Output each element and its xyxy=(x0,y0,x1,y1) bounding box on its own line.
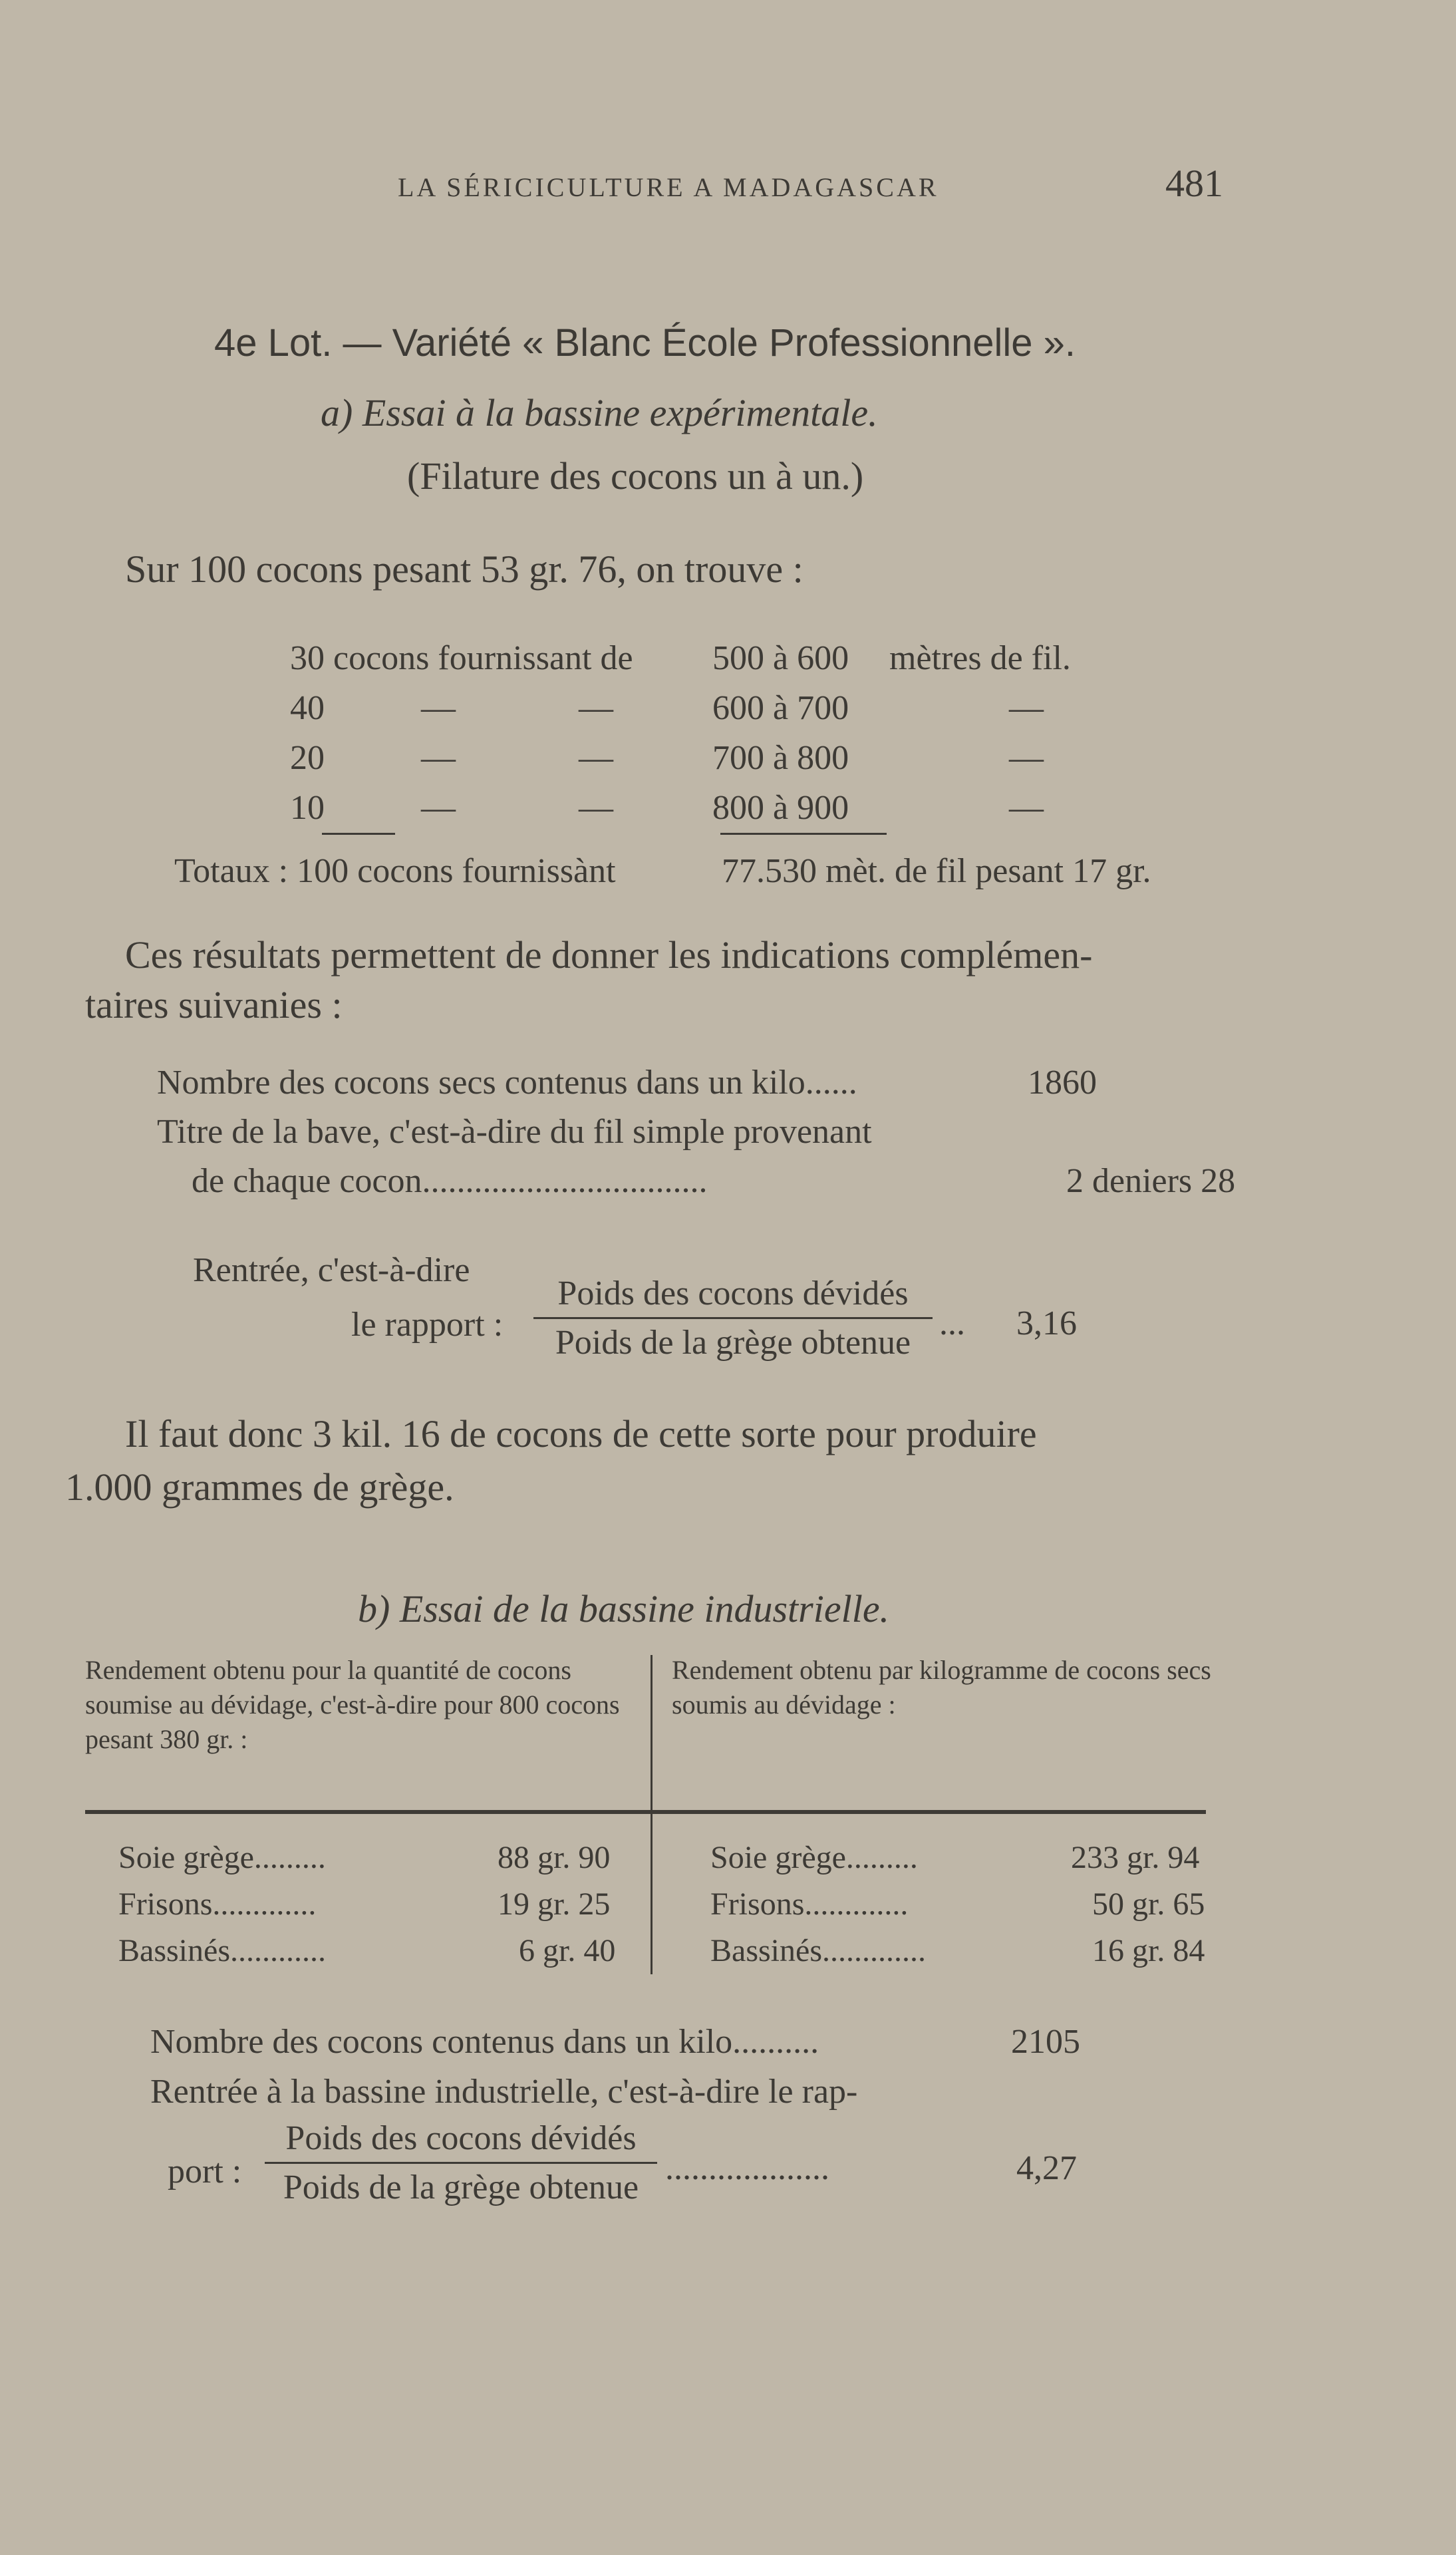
rentree-value: 3,16 xyxy=(1016,1304,1077,1342)
right-row-label: Frisons............. xyxy=(710,1886,909,1922)
ditto-mark: — xyxy=(421,739,456,777)
fraction-denominator: Poids de la grège obtenue xyxy=(283,2169,639,2206)
results-intro: Ces résultats permettent de donner les indications complémen- xyxy=(125,933,1093,977)
leader-dots: ................... xyxy=(665,2149,829,2187)
right-row-label: Soie grège......... xyxy=(710,1840,918,1875)
right-row-value: 50 gr. 65 xyxy=(1092,1886,1205,1922)
right-row-label: Bassinés............. xyxy=(710,1933,926,1968)
header-rule xyxy=(85,1810,1206,1814)
industrial-count-value: 2105 xyxy=(1011,2023,1080,2061)
left-row-label: Bassinés............ xyxy=(118,1933,326,1968)
ditto-mark: — xyxy=(1009,739,1044,777)
intro-line: Sur 100 cocons pesant 53 gr. 76, on trouve : xyxy=(125,547,803,591)
row-unit: mètres de fil. xyxy=(889,639,1071,677)
rentree-fraction xyxy=(533,1274,933,1362)
industrial-fraction xyxy=(265,2119,657,2207)
conclusion: Il faut donc 3 kil. 16 de cocons de cette sorte pour produire xyxy=(125,1412,1037,1455)
lot-heading: 4e Lot. — Variété « Blanc École Professionnelle ». xyxy=(214,321,1076,365)
left-row-value: 88 gr. 90 xyxy=(498,1840,611,1875)
ditto-mark: — xyxy=(421,689,456,727)
row-range: 600 à 700 xyxy=(712,689,849,727)
industrial-count-label: Nombre des cocons contenus dans un kilo.......... xyxy=(150,2023,819,2061)
left-row-value: 6 gr. 40 xyxy=(519,1933,616,1968)
left-column-header: Rendement obtenu pour la quantité de cocons soumise au dévidage, c'est-à-dire pour 800 cocons pesant 380 gr. : xyxy=(85,1655,620,1754)
page-number: 481 xyxy=(1165,162,1223,205)
right-row-value: 16 gr. 84 xyxy=(1092,1933,1205,1968)
left-row-label: Frisons............. xyxy=(118,1886,317,1922)
ditto-mark: — xyxy=(421,789,456,827)
row-count: 20 xyxy=(290,739,325,777)
fraction-numerator: Poids des cocons dévidés xyxy=(557,1275,909,1312)
port-label: port : xyxy=(168,2153,242,2190)
sum-rule xyxy=(322,833,395,835)
industrial-rentree-value: 4,27 xyxy=(1016,2149,1077,2187)
titre-value: 2 deniers 28 xyxy=(1066,1162,1236,1200)
total-label: Totaux : 100 cocons fournissànt xyxy=(174,852,616,890)
sum-rule xyxy=(720,833,887,835)
results-intro-cont: taires suivanies : xyxy=(85,983,343,1026)
row-count: 40 xyxy=(290,689,325,727)
ditto-mark: — xyxy=(1009,789,1044,827)
titre-label-cont: de chaque cocon................................. xyxy=(192,1162,708,1200)
ditto-mark: — xyxy=(579,689,613,727)
ditto-mark: — xyxy=(1009,689,1044,727)
rentree-label: Rentrée, c'est-à-dire xyxy=(193,1251,470,1289)
ditto-mark: — xyxy=(579,739,613,777)
row-range: 700 à 800 xyxy=(712,739,849,777)
fraction-bar xyxy=(265,2162,657,2164)
titre-label: Titre de la bave, c'est-à-dire du fil simple provenant xyxy=(157,1113,872,1151)
ditto-mark: — xyxy=(579,789,613,827)
section-b-title: b) Essai de la bassine industrielle. xyxy=(358,1587,890,1630)
dry-cocoons-label: Nombre des cocons secs contenus dans un kilo...... xyxy=(157,1064,857,1102)
leader-dots: ... xyxy=(939,1304,965,1342)
left-row-label: Soie grège......... xyxy=(118,1840,326,1875)
row-range: 500 à 600 xyxy=(712,639,849,677)
dry-cocoons-value: 1860 xyxy=(1028,1064,1097,1102)
fraction-bar xyxy=(533,1317,933,1319)
fraction-denominator: Poids de la grège obtenue xyxy=(555,1324,911,1362)
running-title: LA SÉRICICULTURE A MADAGASCAR xyxy=(398,172,939,202)
right-column-header: Rendement obtenu par kilogramme de cocons secs soumis au dévidage : xyxy=(672,1655,1211,1720)
total-value: 77.530 mèt. de fil pesant 17 gr. xyxy=(722,852,1151,890)
industrial-rentree-label: Rentrée à la bassine industrielle, c'est-à-dire le rap- xyxy=(150,2073,858,2111)
left-row-value: 19 gr. 25 xyxy=(498,1886,611,1922)
row-count: 30 cocons fournissant de xyxy=(290,639,633,677)
rentree-label-cont: le rapport : xyxy=(351,1306,504,1344)
right-row-value: 233 gr. 94 xyxy=(1071,1840,1200,1875)
row-range: 800 à 900 xyxy=(712,789,849,827)
fraction-numerator: Poids des cocons dévidés xyxy=(285,2119,637,2157)
section-a-note: (Filature des cocons un à un.) xyxy=(407,454,864,498)
column-divider xyxy=(651,1655,653,1974)
section-a-title: a) Essai à la bassine expérimentale. xyxy=(321,391,878,434)
conclusion-cont: 1.000 grammes de grège. xyxy=(65,1465,454,1509)
row-count: 10 xyxy=(290,789,325,827)
